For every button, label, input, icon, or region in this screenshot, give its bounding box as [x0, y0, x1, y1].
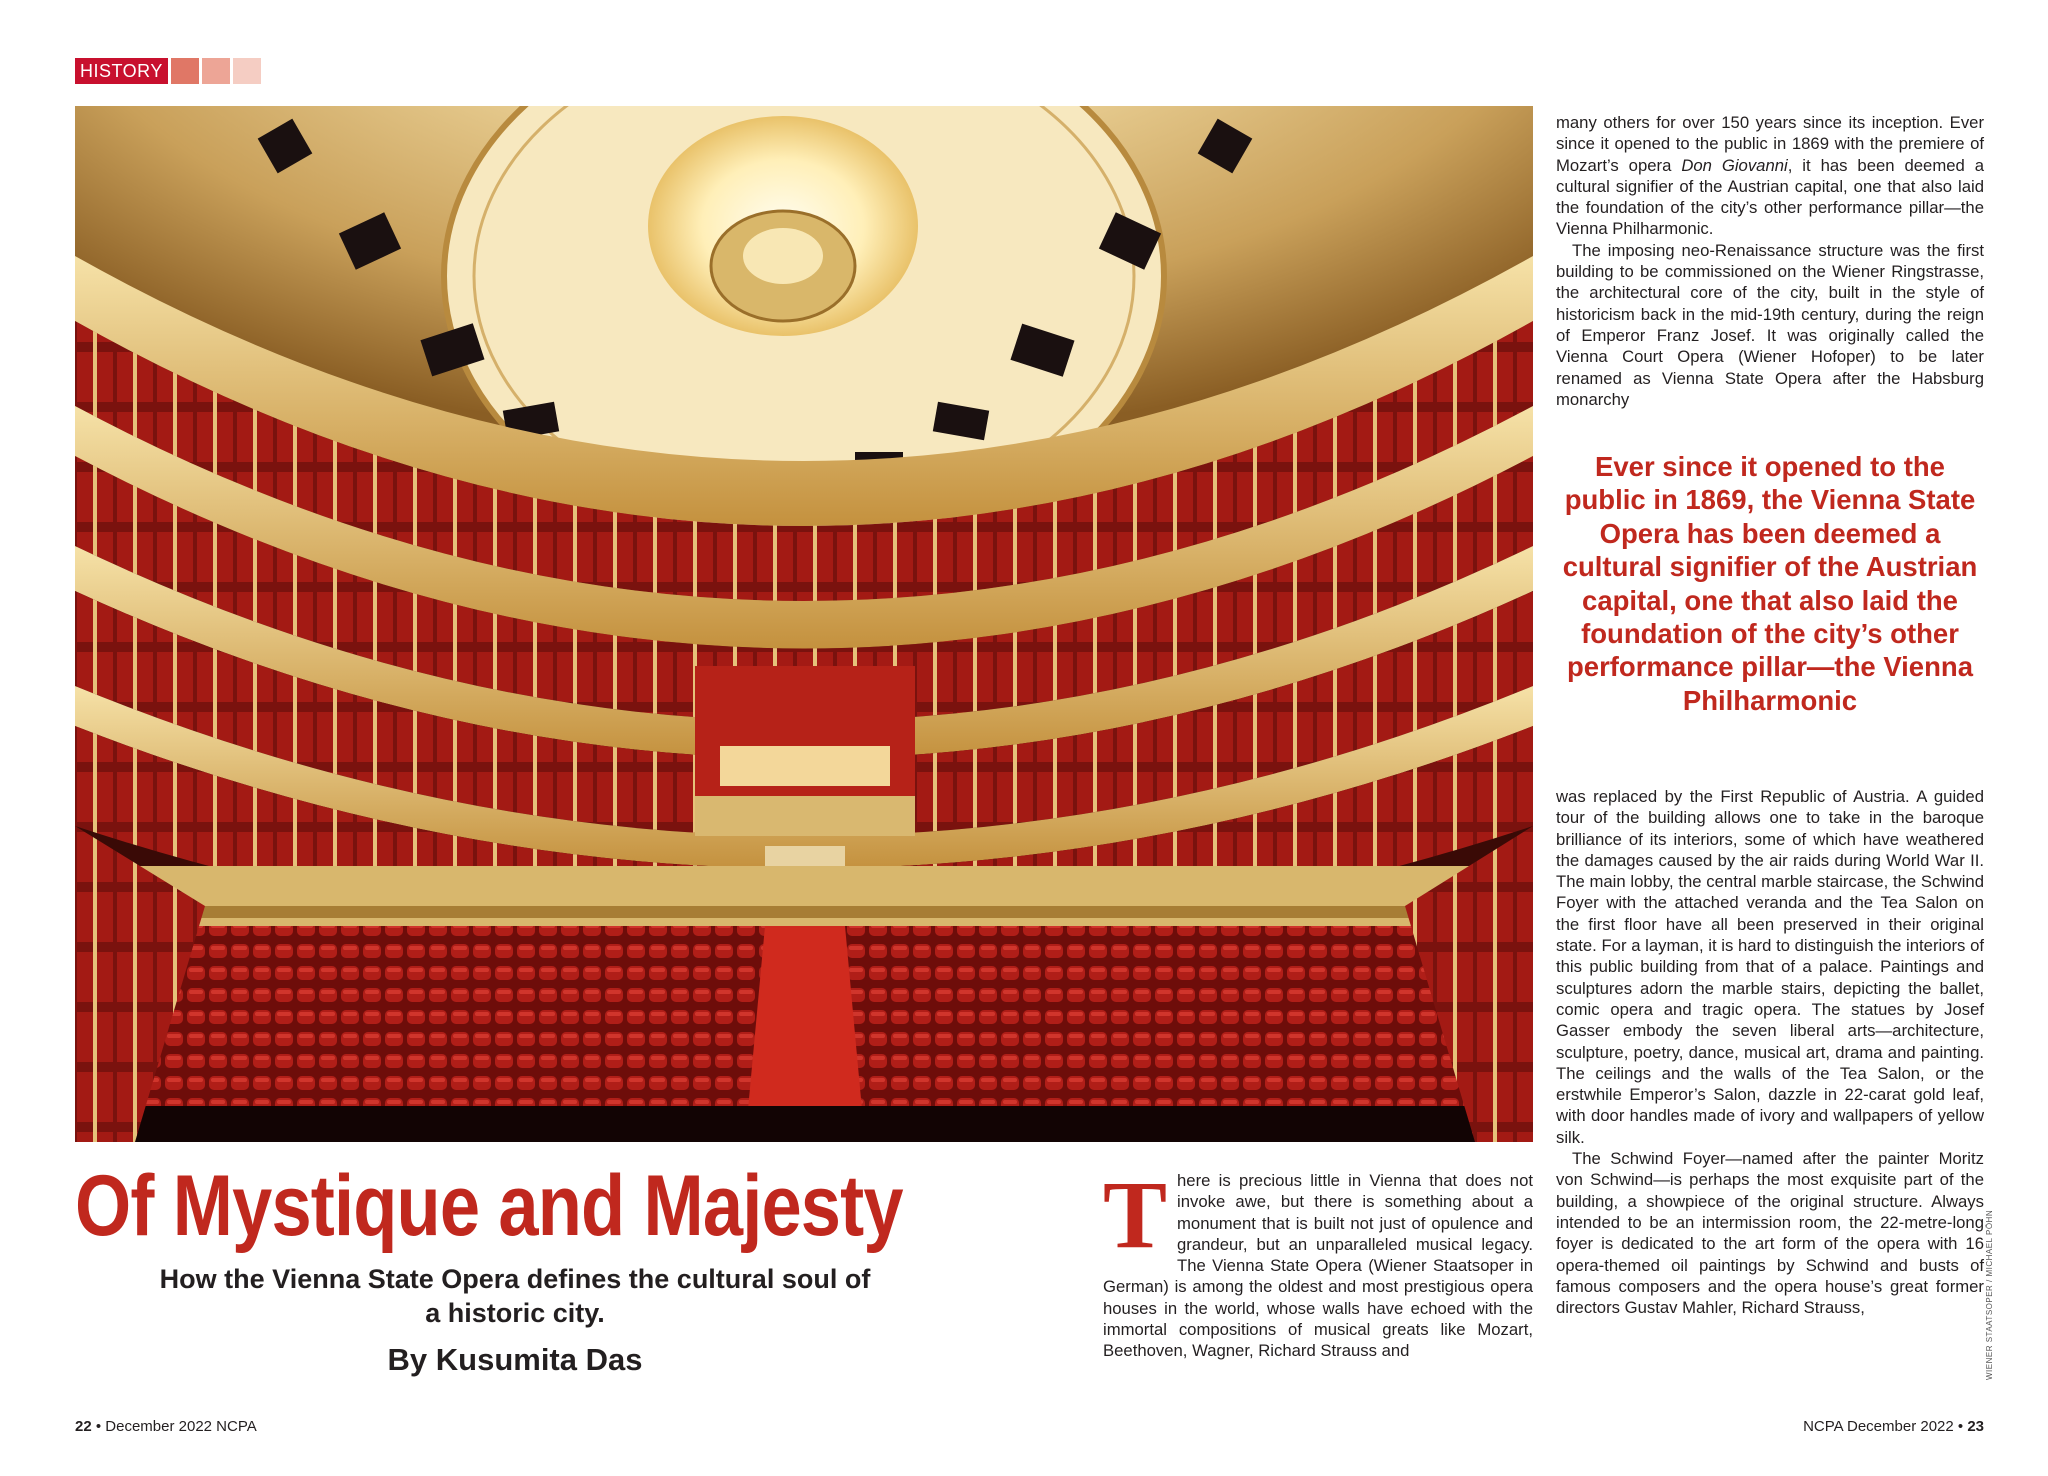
- body-paragraph: The Schwind Foyer—named after the painter Moritz von Schwind—is perhaps the most exquisite part of the building, a showpiece of the original structure. Always intended to be an intermission room, the 22-metre-long foyer is dedicated to the art form of the opera with 16 opera-themed oil paintings by Schwind and busts of famous composers and the opera house’s great former directors Gustav Mahler, Richard Strauss,: [1556, 1149, 1984, 1318]
- body-column-middle: [1103, 1161, 1533, 1362]
- folio-right-text: NCPA December 2022 •: [1803, 1418, 1968, 1435]
- page-number-right: 23: [1967, 1418, 1984, 1435]
- article-headline: Of Mystique and Majesty: [75, 1158, 903, 1254]
- section-tag: [75, 58, 261, 84]
- body-paragraph: [1556, 112, 1984, 240]
- tag-swatch-2: [202, 58, 230, 84]
- tag-swatch-3: [233, 58, 261, 84]
- body-column-right-bottom: [1556, 786, 1984, 1318]
- page-number-left: 22: [75, 1418, 92, 1435]
- pull-quote: Ever since it opened to the public in 1869, the Vienna State Opera has been deemed a cultural signifier of the Austrian capital, one that also laid the foundation of the city’s other performance pillar—the Vienna Philharmonic: [1562, 451, 1978, 716]
- folio-left-text: • December 2022 NCPA: [91, 1418, 257, 1435]
- article-subhead: How the Vienna State Opera defines the cultural soul of a historic city.: [159, 1264, 871, 1328]
- opera-hall-illustration: [75, 106, 1533, 1142]
- folio-right: [1803, 1418, 1984, 1435]
- article-byline: By Kusumita Das: [387, 1342, 643, 1377]
- body-paragraph: The imposing neo-Renaissance structure was the first building to be commissioned on the Wiener Ringstrasse, the architectural core of the city, built in the style of historicism back in the mid-19th century, during the reign of Emperor Franz Josef. It was originally called the Vienna Court Opera (Wiener Hofoper) to be later renamed as Vienna State Opera after the Habsburg monarchy: [1556, 240, 1984, 409]
- tag-swatch-1: [171, 58, 199, 84]
- body-column-right-top: [1556, 112, 1984, 410]
- body-paragraph: was replaced by the First Republic of Austria. A guided tour of the building allows one to take in the baroque brilliance of its interiors, some of which have weathered the damages caused by the air raids during World War II. The main lobby, the central marble staircase, the Schwind Foyer with the attached veranda and the Tea Salon on the first floor have all been preserved in their original state. For a layman, it is hard to distinguish the interiors of this public building from that of a palace. Paintings and sculptures adorn the marble stairs, depicting the ballet, comic opera and tragic opera. The statues by Josef Gasser embody the seven liberal arts—architecture, sculpture, poetry, dance, musical art, drama and painting. The ceilings and the walls of the Tea Salon, or the erstwhile Emperor’s Salon, dazzle in 22-carat gold leaf, with door handles made of ivory and wallpapers of yellow silk.: [1556, 787, 1984, 1147]
- photo-credit: WIENER STAATSOPER / MICHAEL PÖHN: [1985, 1209, 1994, 1380]
- section-tag-label: HISTORY: [75, 58, 168, 84]
- body-text: many others for over 150 years since its inception. Ever since it opened to the public in 1869 with the premiere of Mozart’s opera: [1556, 113, 1984, 175]
- body-paragraph: here is precious little in Vienna that does not invoke awe, but there is something about a monument that is built not just of opulence and grandeur, but an unparalleled musical legacy. The Vienna State Opera (Wiener Staatsoper in German) is among the oldest and most prestigious opera houses in the world, whose walls have echoed with the immortal compositions of musical greats like Mozart, Beethoven, Wagner, Richard Strauss and: [1103, 1171, 1533, 1361]
- drop-cap: T: [1103, 1161, 1168, 1268]
- opera-title: Don Giovanni: [1681, 155, 1788, 175]
- folio-left: [75, 1418, 257, 1435]
- body-text: , it has been deemed a cultural signifier of the Austrian capital, one that also laid the foundation of the city’s other performance pillar—the Vienna Philharmonic.: [1556, 155, 1985, 239]
- opera-hall-photo: [75, 106, 1533, 1142]
